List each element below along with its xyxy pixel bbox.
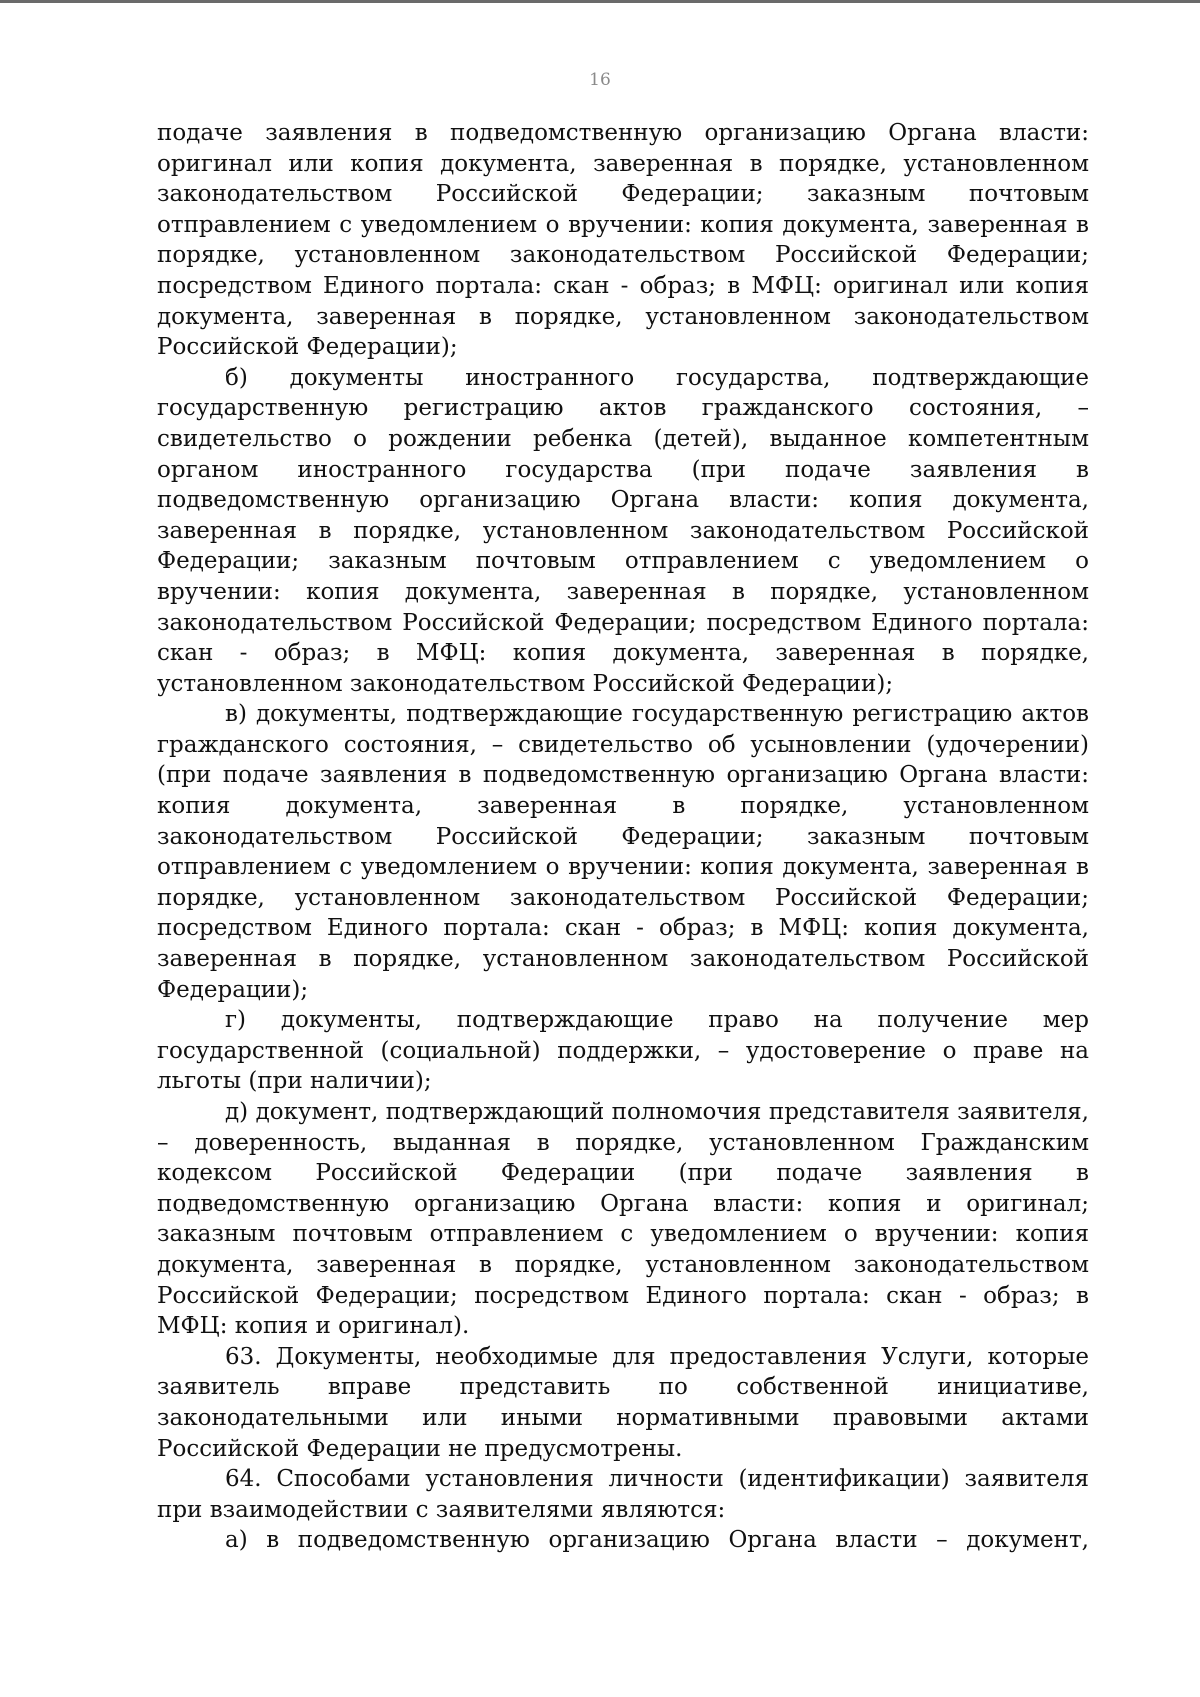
paragraph-item-b: б) документы иностранного государства, подтверждающие государственную регистрацию актов гражданского состояния, – свидетельство о рождении ребенка (детей), выданное компетентным органом иностранного государства (при подаче заявления в подведомственную организацию Органа власти: копия документа, заверенная в порядке, установленном законодательством Российской Федерации; заказным почтовым отправлением с уведомлением о вручении: копия документа, заверенная в порядке, установленном законодательством Российской Федерации; посредством Единого портала: скан - образ; в МФЦ: копия документа, заверенная в порядке, установленном законодательством Российской Федерации); [157, 364, 1089, 697]
paragraph-clause-64: 64. Способами установления личности (идентификации) заявителя при взаимодействии с заявителями являются: [157, 1466, 1089, 1523]
paragraph-continuation: подаче заявления в подведомственную организацию Органа власти: оригинал или копия документа, заверенная в порядке, установленном законодательством Российской Федерации; заказным почтовым отправлением с уведомлением о вручении: копия документа, заверенная в порядке, установленном законодательством Российской Федерации; посредством Единого портала: скан - образ; в МФЦ: оригинал или копия документа, заверенная в порядке, установленном законодательством Российской Федерации); [157, 120, 1089, 361]
paragraph-item-a: а) в подведомственную организацию Органа власти – документ, [225, 1527, 1089, 1554]
paragraph-item-g: г) документы, подтверждающие право на получение мер государственной (социальной) поддержки, – удостоверение о праве на льготы (при наличии); [157, 1007, 1089, 1095]
paragraph-item-d: д) документ, подтверждающий полномочия представителя заявителя, – доверенность, выданная в порядке, установленном Гражданским кодексом Российской Федерации (при подаче заявления в подведомственную организацию Органа власти: копия и оригинал; заказным почтовым отправлением с уведомлением о вручении: копия документа, заверенная в порядке, установленном законодательством Российской Федерации; посредством Единого портала: скан - образ; в МФЦ: копия и оригинал). [157, 1099, 1089, 1340]
document-body [157, 118, 1089, 1556]
paragraph-item-v: в) документы, подтверждающие государственную регистрацию актов гражданского состояния, – свидетельство об усыновлении (удочерении) (при подаче заявления в подведомственную организацию Органа власти: копия документа, заверенная в порядке, установленном законодательством Российской Федерации; заказным почтовым отправлением с уведомлением о вручении: копия документа, заверенная в порядке, установленном законодательством Российской Федерации; посредством Единого портала: скан - образ; в МФЦ: копия документа, заверенная в порядке, установленном законодательством Российской Федерации); [157, 701, 1089, 1003]
top-border-line [0, 0, 1200, 3]
paragraph-clause-63: 63. Документы, необходимые для предоставления Услуги, которые заявитель вправе представить по собственной инициативе, законодательными или иными нормативными правовыми актами Российской Федерации не предусмотрены. [157, 1343, 1089, 1462]
page-number: 16 [589, 70, 611, 90]
